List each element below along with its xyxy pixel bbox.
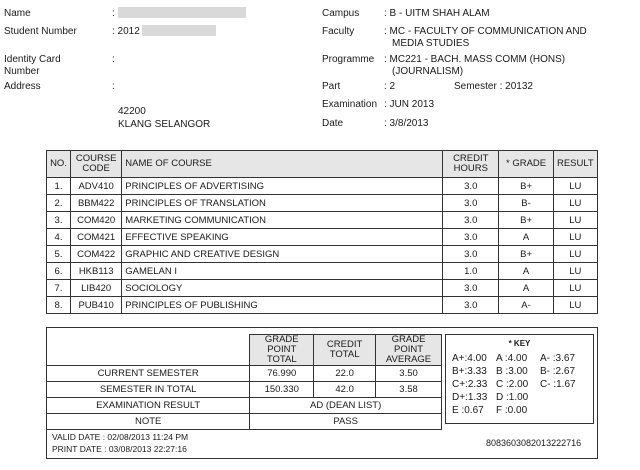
key-entry: D+:1.33 <box>452 392 488 403</box>
name-label: Name <box>4 8 31 19</box>
note-value: PASS <box>250 414 442 430</box>
summary-header-blank <box>47 335 250 366</box>
date-label: Date <box>322 118 344 129</box>
note-label: NOTE <box>47 414 250 430</box>
row-grade: A <box>499 229 553 246</box>
part-label: Part <box>322 81 341 92</box>
row-course-name: EFFECTIVE SPEAKING <box>122 229 443 246</box>
ic-label-line2: Number <box>4 66 40 77</box>
row-grade: A- <box>499 297 553 314</box>
faculty-value-line2: MEDIA STUDIES <box>392 38 470 49</box>
summary-row-exam-result <box>47 398 442 414</box>
row-result: LU <box>553 280 597 297</box>
header-credit-hours <box>443 151 499 178</box>
table-row <box>47 297 598 314</box>
table-row <box>47 263 598 280</box>
grade-key <box>445 334 594 424</box>
redacted-name <box>118 7 246 18</box>
row-grade: B- <box>499 195 553 212</box>
row-credit: 1.0 <box>443 263 499 280</box>
summary-row-note <box>47 414 442 430</box>
credit-total-line1: CREDIT <box>326 339 363 350</box>
course-table-header <box>47 151 598 178</box>
row-course-name: PRINCIPLES OF TRANSLATION <box>122 195 443 212</box>
row-no: 7. <box>47 280 71 297</box>
row-no: 2. <box>47 195 71 212</box>
gp-total-line1: GRADE POINT <box>264 334 299 355</box>
row-code: LIB420 <box>71 280 122 297</box>
header-no: NO. <box>47 151 71 178</box>
header-result: RESULT <box>553 151 597 178</box>
exam-result-label: EXAMINATION RESULT <box>47 398 250 414</box>
key-title: * KEY <box>508 339 531 348</box>
table-row <box>47 212 598 229</box>
total-credit-total: 42.0 <box>314 382 376 398</box>
campus-label: Campus <box>322 8 360 19</box>
row-course-name: GAMELAN I <box>122 263 443 280</box>
table-row <box>47 195 598 212</box>
ic-colon: : <box>112 54 115 65</box>
key-entry: B+:3.33 <box>452 366 487 377</box>
gp-total-line2: TOTAL <box>266 354 297 365</box>
key-entry: E :0.67 <box>452 405 484 416</box>
row-grade: A <box>499 280 553 297</box>
key-entry: D :1.00 <box>496 392 529 403</box>
summary-table <box>46 334 442 430</box>
address-label: Address <box>4 81 41 92</box>
summary-header-gp-average <box>376 335 442 366</box>
examination-label: Examination <box>322 99 378 110</box>
name-colon: : <box>112 8 115 19</box>
faculty-value-line1: : MC - FACULTY OF COMMUNICATION AND <box>384 26 587 37</box>
faculty-label: Faculty <box>322 26 355 37</box>
credit-total-line2: TOTAL <box>329 349 360 360</box>
row-code: HKB113 <box>71 263 122 280</box>
row-credit: 3.0 <box>443 229 499 246</box>
programme-value-line1: : MC221 - BACH. MASS COMM (HONS) <box>384 54 566 65</box>
header-grade: * GRADE <box>499 151 553 178</box>
current-semester-label: CURRENT SEMESTER <box>47 366 250 382</box>
key-entry: B :3.00 <box>496 366 528 377</box>
row-code: ADV410 <box>71 178 122 195</box>
row-credit: 3.0 <box>443 178 499 195</box>
summary-header-credit-total <box>314 335 376 366</box>
row-no: 4. <box>47 229 71 246</box>
key-entry: B- :2.67 <box>540 366 576 377</box>
header-course-code <box>71 151 122 178</box>
row-result: LU <box>553 178 597 195</box>
student-number-value: : 2012 <box>112 26 140 37</box>
row-no: 6. <box>47 263 71 280</box>
row-result: LU <box>553 229 597 246</box>
key-entry: F :0.00 <box>496 405 528 416</box>
total-gp-total: 150.330 <box>250 382 314 398</box>
ic-label-line1: Identity Card <box>4 54 61 65</box>
row-credit: 3.0 <box>443 280 499 297</box>
row-credit: 3.0 <box>443 297 499 314</box>
row-course-name: PRINCIPLES OF PUBLISHING <box>122 297 443 314</box>
row-result: LU <box>553 263 597 280</box>
key-entry: A :4.00 <box>496 353 528 364</box>
cgpa: 3.58 <box>376 382 442 398</box>
header-code-line2: CODE <box>82 163 110 174</box>
semester-value: Semester : 20132 <box>454 81 533 92</box>
gp-average-line2: AVERAGE <box>385 354 432 365</box>
row-result: LU <box>553 212 597 229</box>
table-row <box>47 246 598 263</box>
key-row <box>452 366 584 377</box>
row-code: COM422 <box>71 246 122 263</box>
gp-average-line1: GRADE POINT <box>391 334 426 355</box>
serial-number: 8083603082013222716 <box>486 438 582 448</box>
header-credit-line1: CREDIT <box>453 153 489 164</box>
row-credit: 3.0 <box>443 195 499 212</box>
row-no: 3. <box>47 212 71 229</box>
valid-date: VALID DATE : 02/08/2013 11:24 PM <box>52 432 189 442</box>
key-entry: C :2.00 <box>496 379 529 390</box>
table-row <box>47 178 598 195</box>
key-row <box>452 392 584 403</box>
key-row <box>452 405 584 416</box>
address-line1: 42200 <box>118 106 146 117</box>
row-result: LU <box>553 246 597 263</box>
key-entry: C+:2.33 <box>452 379 488 390</box>
table-row <box>47 229 598 246</box>
row-grade: B+ <box>499 212 553 229</box>
row-result: LU <box>553 195 597 212</box>
row-no: 5. <box>47 246 71 263</box>
row-course-name: PRINCIPLES OF ADVERTISING <box>122 178 443 195</box>
row-course-name: GRAPHIC AND CREATIVE DESIGN <box>122 246 443 263</box>
part-value: : 2 <box>384 81 396 92</box>
address-colon: : <box>112 81 115 92</box>
row-code: COM421 <box>71 229 122 246</box>
row-no: 8. <box>47 297 71 314</box>
print-date: PRINT DATE : 03/08/2013 22:27:16 <box>52 444 187 454</box>
row-code: COM420 <box>71 212 122 229</box>
current-gpa: 3.50 <box>376 366 442 382</box>
current-credit-total: 22.0 <box>314 366 376 382</box>
row-code: PUB410 <box>71 297 122 314</box>
row-grade: A <box>499 263 553 280</box>
row-code: BBM422 <box>71 195 122 212</box>
address-line2: KLANG SELANGOR <box>118 119 211 130</box>
key-entry: C- :1.67 <box>540 379 576 390</box>
key-row <box>452 379 584 390</box>
course-table <box>46 150 598 314</box>
key-entry: A- :3.67 <box>540 353 576 364</box>
summary-row-total <box>47 382 442 398</box>
date-value: : 3/8/2013 <box>384 118 429 129</box>
programme-label: Programme <box>322 54 375 65</box>
header-credit-line2: HOURS <box>453 163 488 174</box>
summary-header <box>47 335 442 366</box>
key-entry: A+:4.00 <box>452 353 487 364</box>
table-row <box>47 280 598 297</box>
row-no: 1. <box>47 178 71 195</box>
campus-value: : B - UITM SHAH ALAM <box>384 8 490 19</box>
current-gp-total: 76.990 <box>250 366 314 382</box>
student-number-label: Student Number <box>4 26 77 37</box>
header-code-line1: COURSE <box>75 153 117 164</box>
row-grade: B+ <box>499 246 553 263</box>
semester-total-label: SEMESTER IN TOTAL <box>47 382 250 398</box>
row-credit: 3.0 <box>443 246 499 263</box>
summary-row-current <box>47 366 442 382</box>
header-course-name: NAME OF COURSE <box>122 151 443 178</box>
summary-header-gp-total <box>250 335 314 366</box>
key-row <box>452 353 584 364</box>
row-grade: B+ <box>499 178 553 195</box>
redacted-student-number <box>142 25 216 36</box>
examination-value: : JUN 2013 <box>384 99 435 110</box>
row-course-name: SOCIOLOGY <box>122 280 443 297</box>
row-result: LU <box>553 297 597 314</box>
row-credit: 3.0 <box>443 212 499 229</box>
row-course-name: MARKETING COMMUNICATION <box>122 212 443 229</box>
programme-value-line2: (JOURNALISM) <box>392 66 464 77</box>
exam-result-value: AD (DEAN LIST) <box>250 398 442 414</box>
